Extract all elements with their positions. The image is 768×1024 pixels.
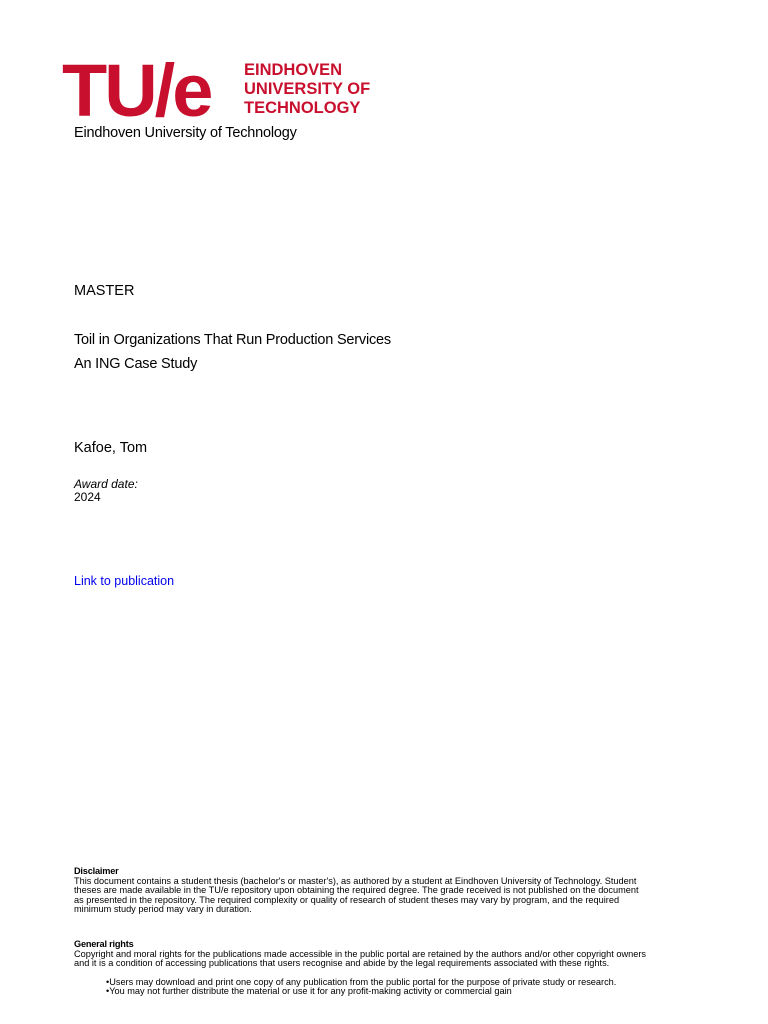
general-rights-heading: General rights [74,939,134,949]
disclaimer-line: This document contains a student thesis (bachelor's or master's), as authored by a student at Eindhoven University of Technology. Student [74,875,637,886]
publication-link[interactable]: Link to publication [74,574,175,588]
disclaimer-line: minimum study period may vary in duration. [74,904,252,915]
award-date-value: 2024 [74,490,101,504]
general-rights-bullet: • You may not further distribute the material or use it for any profit-making activity or commercial gain [106,987,724,997]
thesis-subtitle: An ING Case Study [74,356,198,372]
general-rights-section [74,940,724,997]
author-name: Kafoe, Tom [74,440,148,456]
general-rights-line: and it is a condition of accessing publications that users recognise and abide by the legal requirements associated with these rights. [74,958,610,969]
tue-wordmark-line-3: TECHNOLOGY [244,99,361,117]
institution-name: Eindhoven University of Technology [74,125,297,141]
document-type: MASTER [74,283,135,299]
tue-wordmark-line-1: EINDHOVEN [244,61,343,79]
disclaimer-section [74,867,724,915]
disclaimer-line: theses are made available in the TU/e repository upon obtaining the required degree. The grade received is not published on the document [74,885,639,896]
general-rights-line: Copyright and moral rights for the publications made accessible in the public portal are retained by the authors and/or other copyright owners [74,948,646,959]
disclaimer-line: as presented in the repository. The required complexity or quality of research of student theses may vary by program, and the required [74,894,620,905]
general-rights-bullet: • Users may download and print one copy of any publication from the public portal for the purpose of private study or research. [106,978,724,988]
disclaimer-heading: Disclaimer [74,866,119,876]
tue-logo [62,58,392,120]
general-rights-list [106,978,724,997]
tue-logo-mark: TU/e [62,58,211,120]
tue-wordmark-line-2: UNIVERSITY OF [244,80,371,98]
tue-logo-graphic [62,58,392,120]
thesis-title: Toil in Organizations That Run Production Services [74,332,391,348]
award-date-label: Award date: [74,477,138,491]
